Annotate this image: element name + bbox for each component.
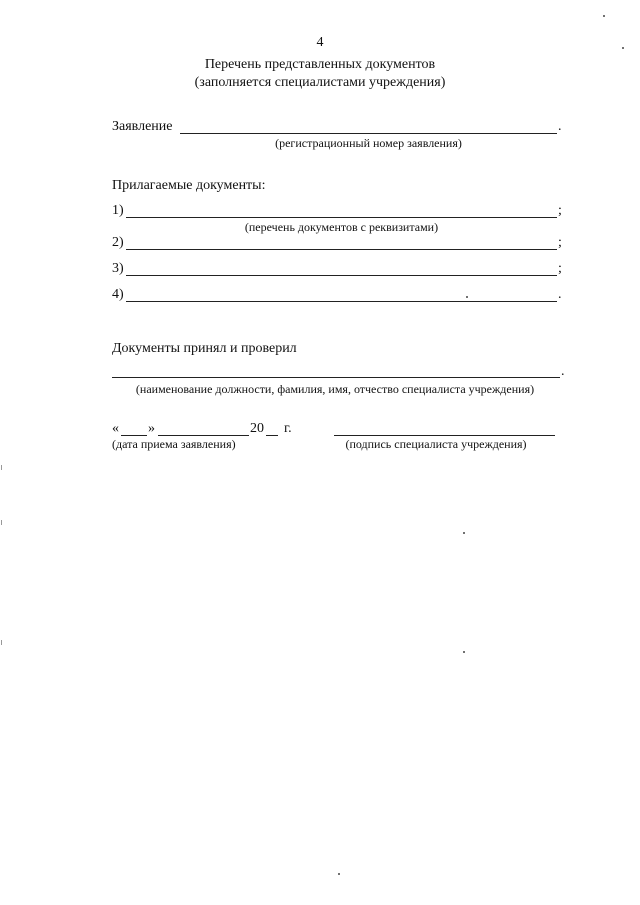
application-number-line[interactable] <box>180 133 557 134</box>
signature-line[interactable] <box>334 435 555 436</box>
application-end-punct: . <box>558 119 562 134</box>
attached-item-number: 1) <box>112 203 124 218</box>
specialist-name-end: . <box>561 364 565 379</box>
attached-documents-heading: Прилагаемые документы: <box>112 178 266 193</box>
application-number-hint: (регистрационный номер заявления) <box>275 136 462 150</box>
date-year-suffix: г. <box>284 421 292 436</box>
scan-speck <box>338 873 340 875</box>
scan-speck <box>466 296 468 298</box>
attached-item-end: ; <box>558 235 562 250</box>
scan-edge-mark <box>1 640 2 645</box>
signature-hint: (подпись специалиста учреждения) <box>345 437 527 451</box>
scan-edge-mark <box>1 520 2 525</box>
accepted-heading: Документы принял и проверил <box>112 341 297 356</box>
specialist-name-hint: (наименование должности, фамилия, имя, отчество специалиста учреждения) <box>135 382 535 396</box>
date-hint: (дата приема заявления) <box>112 437 236 451</box>
attached-item-line[interactable] <box>126 301 557 302</box>
attached-item-number: 4) <box>112 287 124 302</box>
attached-documents-hint: (перечень документов с реквизитами) <box>244 220 439 234</box>
attached-item-end: ; <box>558 261 562 276</box>
scan-speck <box>622 47 624 49</box>
attached-item-number: 2) <box>112 235 124 250</box>
attached-item-end: . <box>558 287 562 302</box>
scan-edge-mark <box>1 465 2 470</box>
document-title: Перечень представленных документов <box>204 57 436 72</box>
date-close-quote: » <box>148 421 155 436</box>
scan-speck <box>463 532 465 534</box>
attached-item-line[interactable] <box>126 249 557 250</box>
date-day-line[interactable] <box>121 435 147 436</box>
date-year-prefix: 20 <box>250 421 264 436</box>
specialist-name-line[interactable] <box>112 377 560 378</box>
attached-item-end: ; <box>558 203 562 218</box>
application-label: Заявление <box>112 119 173 134</box>
attached-item-number: 3) <box>112 261 124 276</box>
date-open-quote: « <box>112 421 119 436</box>
date-year-line[interactable] <box>266 435 278 436</box>
page-number: 4 <box>316 35 324 50</box>
date-month-line[interactable] <box>158 435 249 436</box>
attached-item-line[interactable] <box>126 217 557 218</box>
scan-speck <box>463 651 465 653</box>
document-subtitle: (заполняется специалистами учреждения) <box>194 75 446 90</box>
scan-speck <box>603 15 605 17</box>
attached-item-line[interactable] <box>126 275 557 276</box>
